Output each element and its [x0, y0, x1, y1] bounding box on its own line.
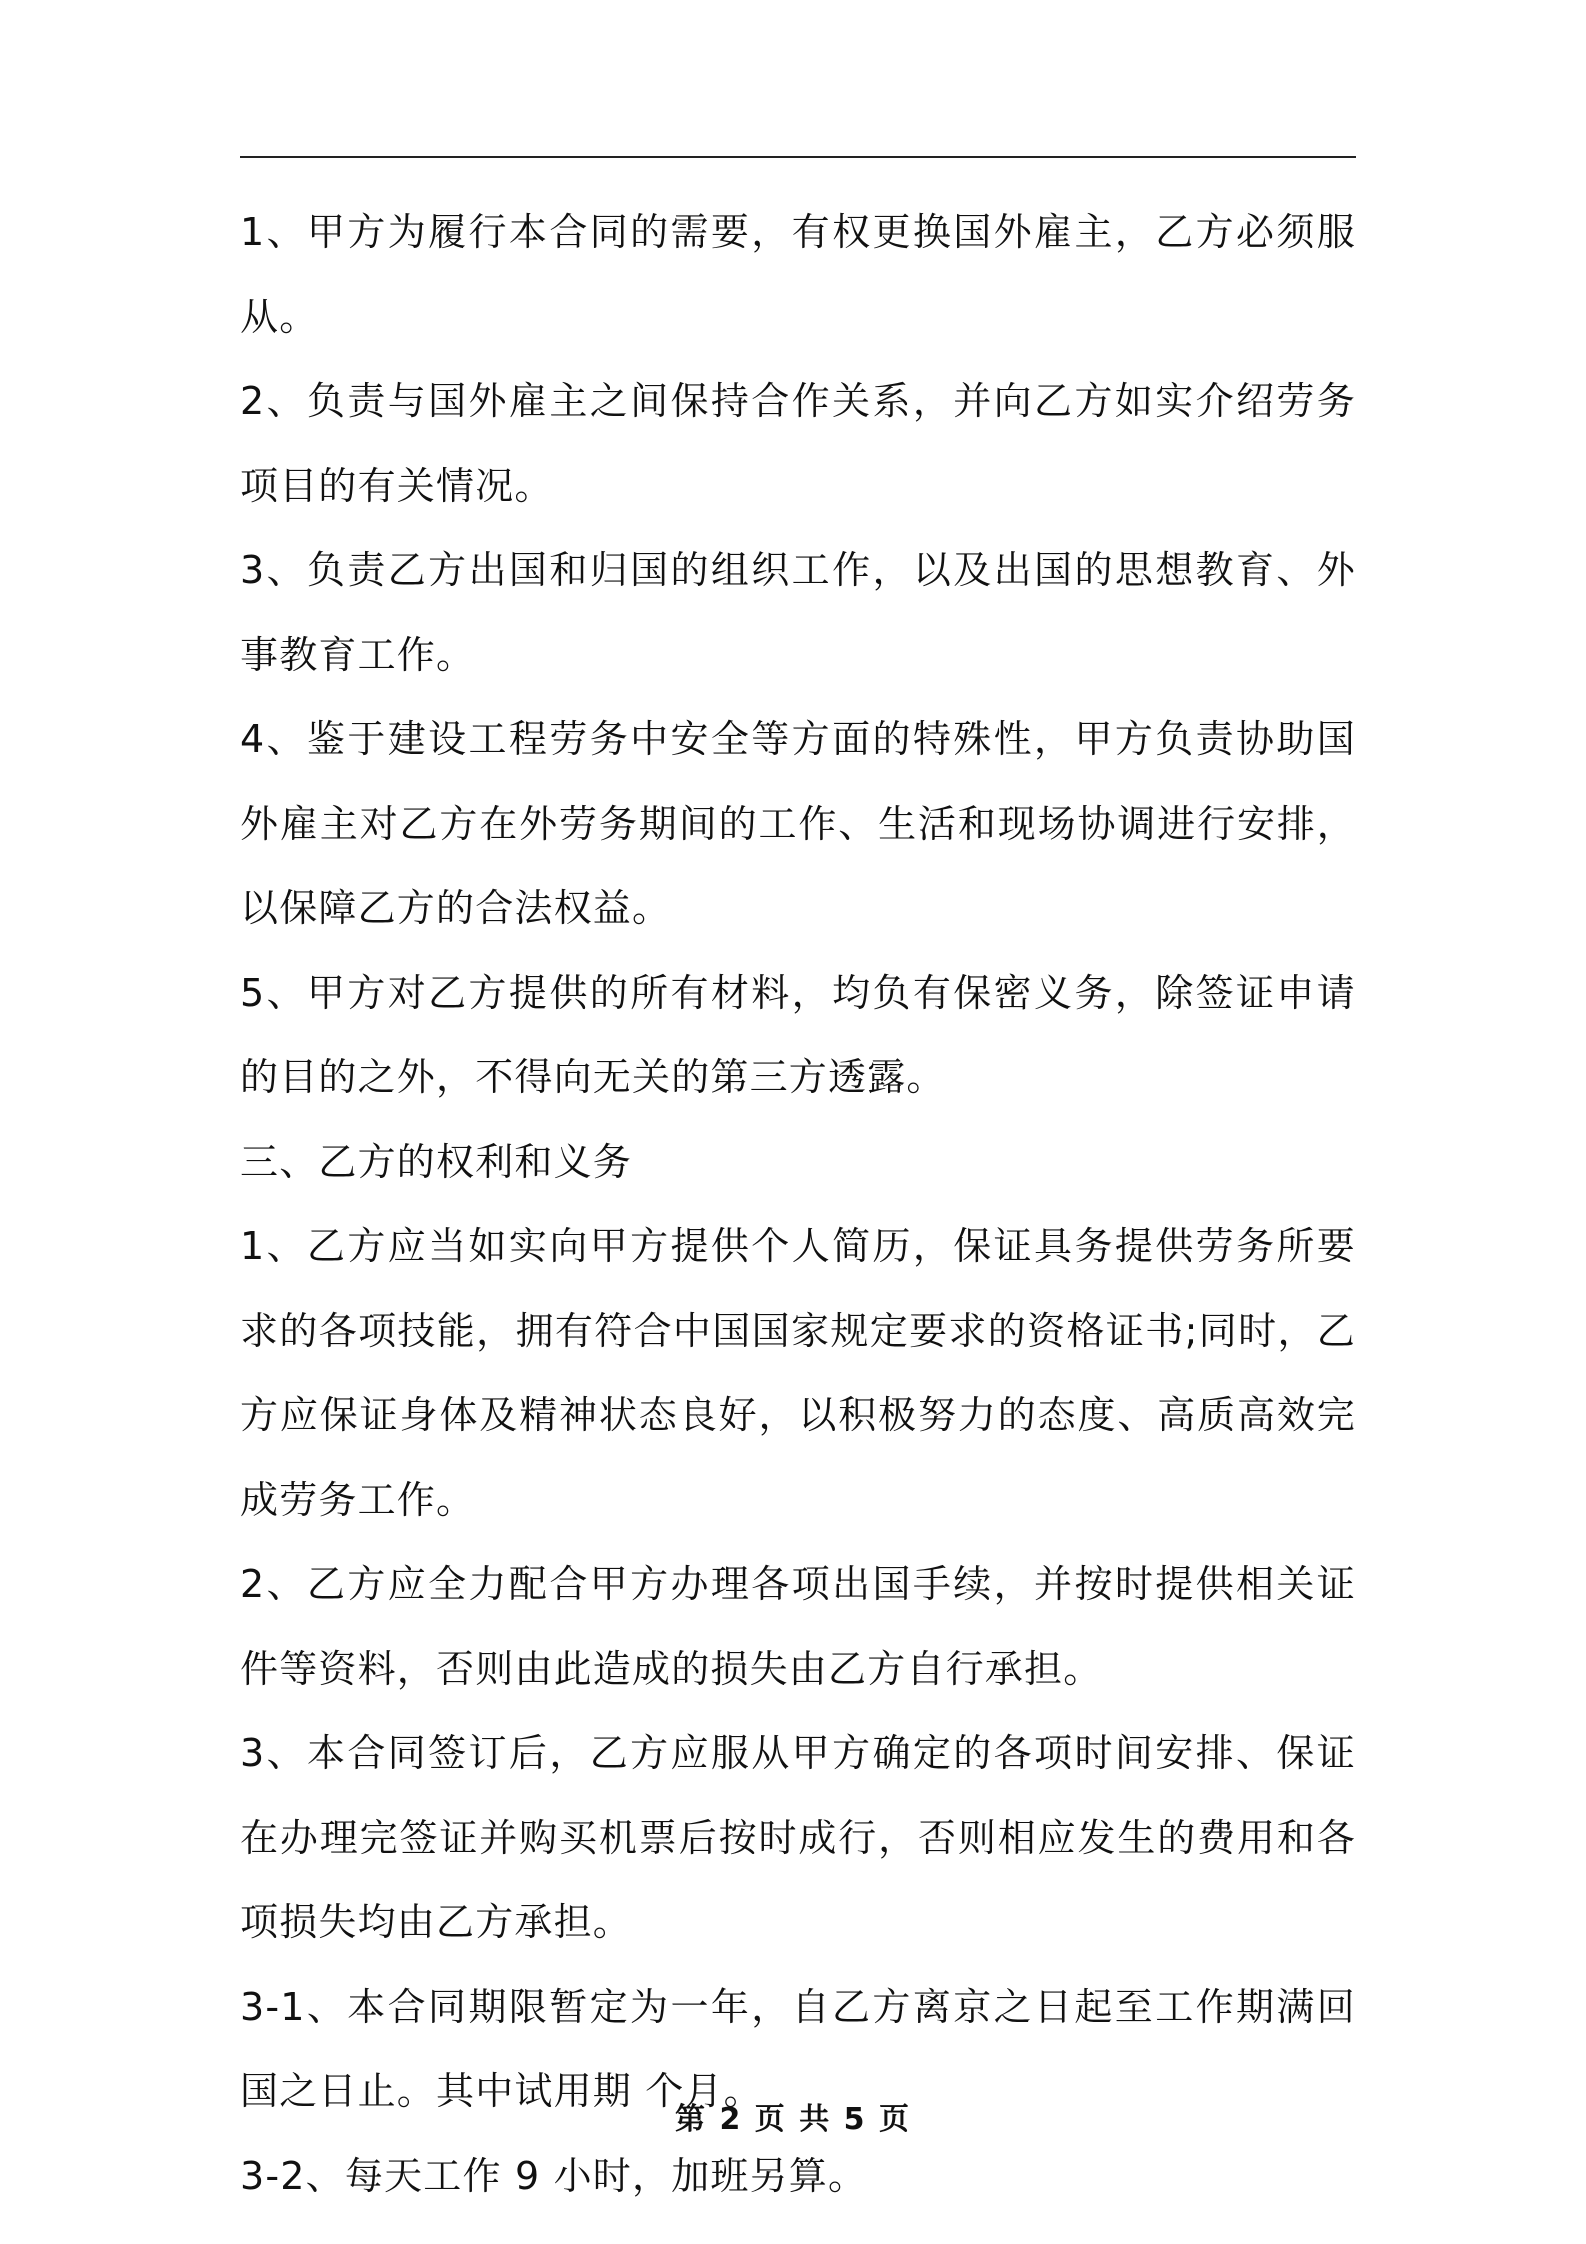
paragraph-8: 3、本合同签订后，乙方应服从甲方确定的各项时间安排、保证在办理完签证并购买机票后按时成行，否则相应发生的费用和各项损失均由乙方承担。 [240, 1731, 1356, 1944]
paragraph-5: 5、甲方对乙方提供的所有材料，均负有保密义务，除签证申请的目的之外，不得向无关的第三方透露。 [240, 970, 1356, 1099]
paragraph-2: 2、负责与国外雇主之间保持合作关系，并向乙方如实介绍劳务项目的有关情况。 [240, 379, 1356, 508]
paragraph-9: 3-1、本合同期限暂定为一年，自乙方离京之日起至工作期满回国之日止。其中试用期 个月。 [240, 1984, 1356, 2113]
paragraph-4: 4、鉴于建设工程劳务中安全等方面的特殊性，甲方负责协助国外雇主对乙方在外劳务期间的工作、生活和现场协调进行安排，以保障乙方的合法权益。 [240, 717, 1356, 930]
section-heading: 三、乙方的权利和义务 [240, 1139, 633, 1184]
page-number-footer: 第 2 页 共 5 页 [675, 2102, 911, 2137]
header-rule [240, 156, 1356, 158]
paragraph-1: 1、甲方为履行本合同的需要，有权更换国外雇主，乙方必须服从。 [240, 210, 1356, 339]
paragraph-7: 2、乙方应全力配合甲方办理各项出国手续，并按时提供相关证件等资料，否则由此造成的损失由乙方自行承担。 [240, 1562, 1356, 1691]
document-body [240, 190, 1356, 2218]
paragraph-6: 1、乙方应当如实向甲方提供个人简历，保证具务提供劳务所要求的各项技能，拥有符合中国国家规定要求的资格证书;同时，乙方应保证身体及精神状态良好，以积极努力的态度、高质高效完成劳务工作。 [240, 1224, 1356, 1522]
paragraph-10: 3-2、每天工作 9 小时，加班另算。 [240, 2153, 868, 2198]
paragraph-3: 3、负责乙方出国和归国的组织工作，以及出国的思想教育、外事教育工作。 [240, 548, 1356, 677]
